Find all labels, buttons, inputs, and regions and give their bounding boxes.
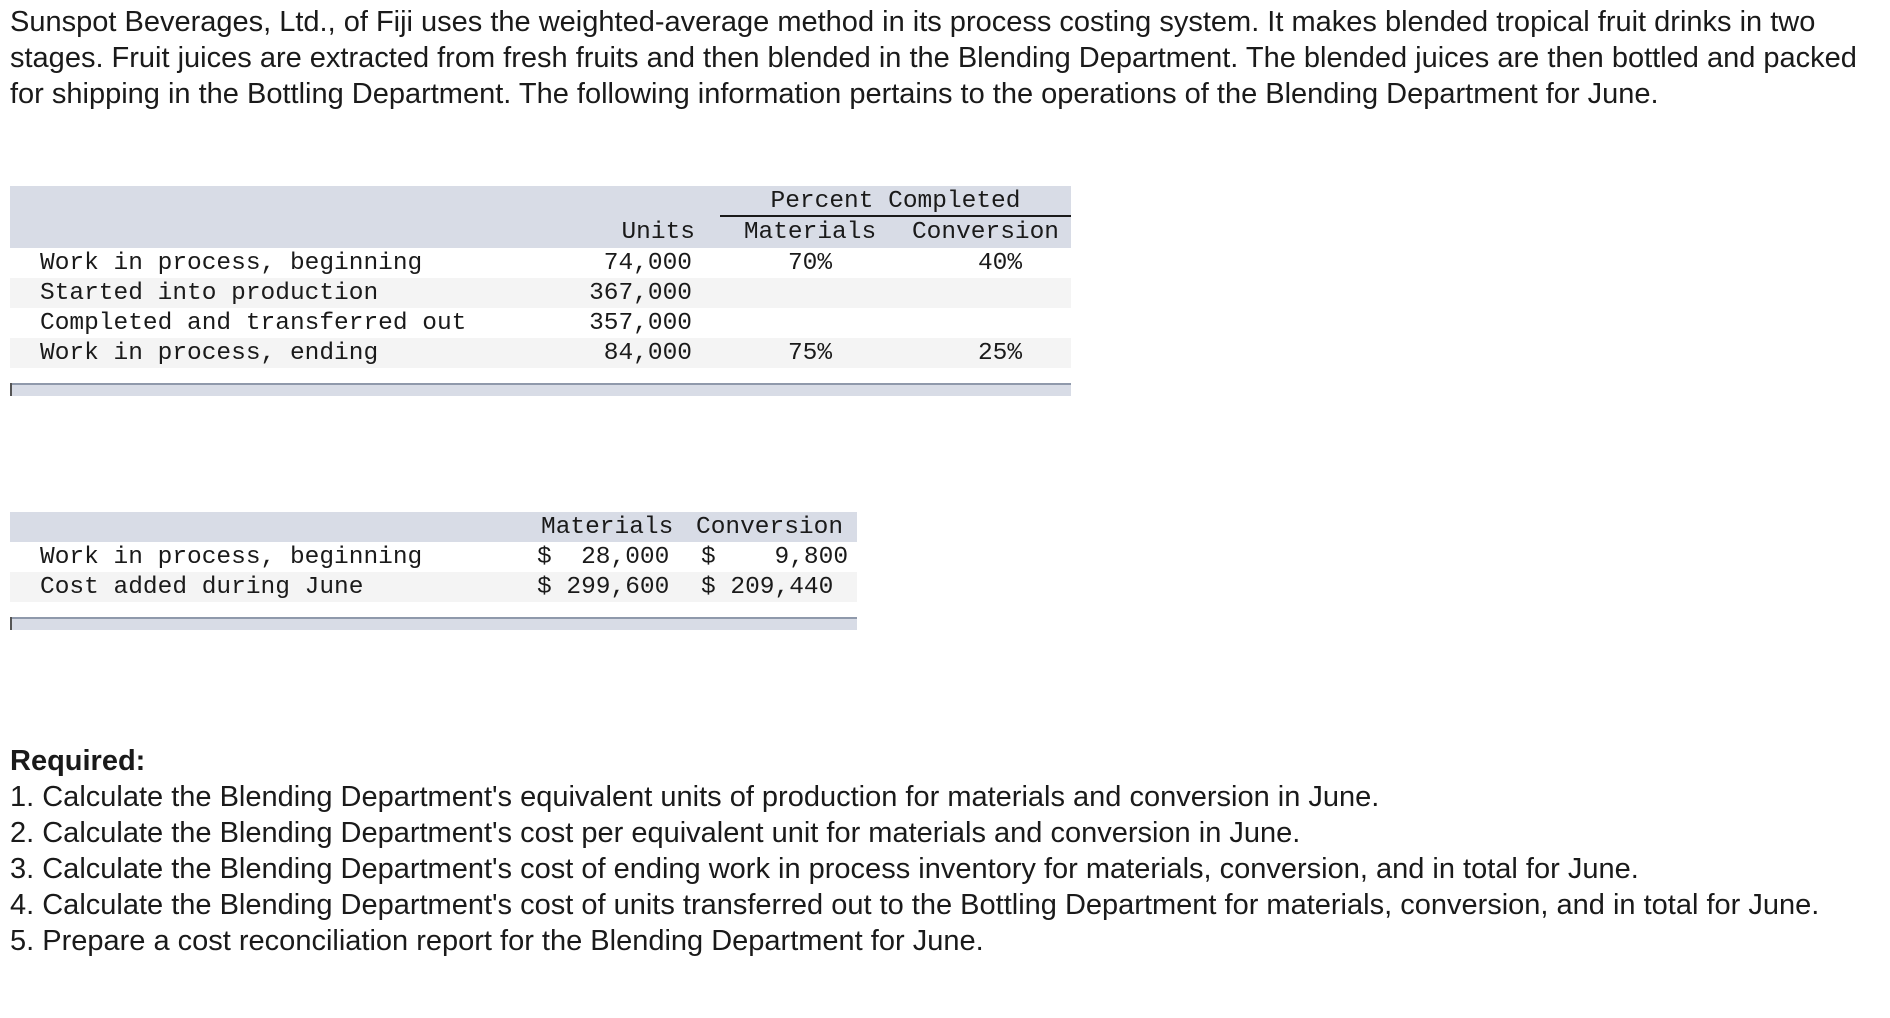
percent-completed-header: Percent Completed	[770, 188, 1021, 215]
row-units: 357,000	[589, 310, 692, 337]
cost-materials-header: Materials	[541, 514, 674, 541]
row-units: 367,000	[589, 280, 692, 307]
table-footer-tick	[10, 617, 12, 630]
table-row	[10, 278, 1071, 308]
table-row	[10, 572, 857, 602]
table-row	[10, 248, 1071, 278]
row-materials-cost: $ 28,000	[537, 544, 670, 571]
required-title: Required:	[10, 745, 146, 777]
list-item: 4. Calculate the Blending Department's cost of units transferred out to the Bottling Department for materials, conversion, and in total for June.	[10, 889, 1820, 921]
row-label: Work in process, ending	[40, 340, 379, 367]
table-row	[10, 338, 1071, 368]
row-label: Cost added during June	[40, 574, 364, 601]
row-materials-cost: $ 299,600	[537, 574, 670, 601]
list-item: 3. Calculate the Blending Department's cost of ending work in process inventory for materials, conversion, and in total for June.	[10, 853, 1639, 885]
problem-intro: Sunspot Beverages, Ltd., of Fiji uses the weighted-average method in its process costing system. It makes blended tropical fruit drinks in two stages. Fruit juices are extracted from fresh fruits and then blended in the Blending Department. The blended juices are then bottled and packed for shipping in the Bottling Department. The following information pertains to the operations of the Blending Department for June.	[10, 6, 1857, 110]
table-footer-bar	[10, 617, 857, 630]
row-conversion-cost: $ 209,440	[701, 574, 834, 601]
cost-table	[10, 512, 857, 632]
row-materials-pct: 75%	[787, 340, 833, 367]
row-label: Completed and transferred out	[40, 310, 467, 337]
conversion-header: Conversion	[911, 219, 1060, 246]
row-label: Work in process, beginning	[40, 544, 423, 571]
table-row	[10, 308, 1071, 338]
row-conversion-pct: 40%	[977, 250, 1023, 277]
required-section	[10, 743, 1885, 959]
row-label: Work in process, beginning	[40, 250, 423, 277]
row-materials-pct: 70%	[787, 250, 833, 277]
list-item: 1. Calculate the Blending Department's equivalent units of production for materials and conversion in June.	[10, 781, 1380, 813]
cost-conversion-header: Conversion	[696, 514, 844, 541]
row-conversion-cost: $ 9,800	[701, 544, 849, 571]
list-item: 5. Prepare a cost reconciliation report for the Blending Department for June.	[10, 925, 984, 957]
list-item: 2. Calculate the Blending Department's cost per equivalent unit for materials and conversion in June.	[10, 817, 1301, 849]
materials-header: Materials	[743, 219, 877, 246]
units-table	[10, 186, 1071, 398]
row-units: 84,000	[603, 340, 692, 367]
table-footer-bar	[10, 383, 1071, 396]
required-list	[10, 779, 1885, 959]
row-label: Started into production	[40, 280, 379, 307]
row-units: 74,000	[603, 250, 692, 277]
table-footer-tick	[10, 383, 12, 396]
row-conversion-pct: 25%	[977, 340, 1023, 367]
table-row	[10, 542, 857, 572]
units-header: Units	[621, 219, 695, 246]
